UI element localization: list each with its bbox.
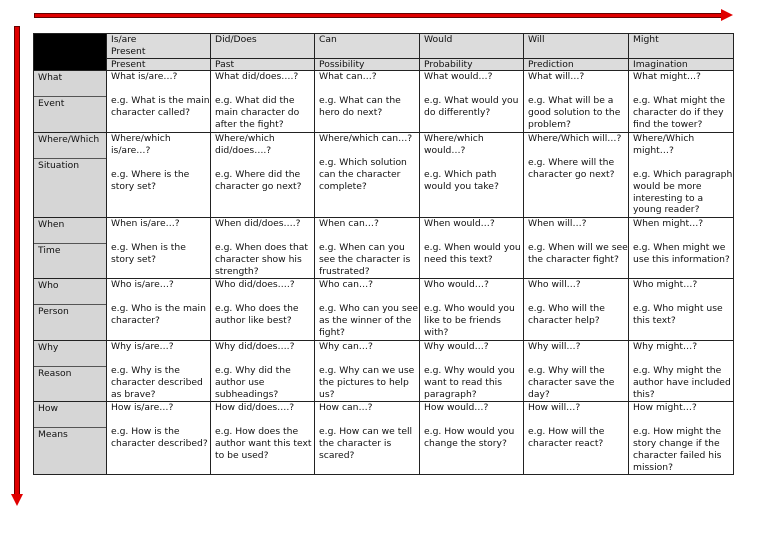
- column-header: [107, 34, 211, 59]
- row-header-label: How: [34, 402, 106, 428]
- column-header-label: Might: [633, 34, 659, 45]
- question-stem: Who would…?: [424, 279, 489, 291]
- question-stem: Why will…?: [528, 341, 581, 353]
- row-header-sublabel: Situation: [38, 160, 80, 172]
- example-question: e.g. When will we see the character fight?: [528, 242, 628, 265]
- column-header: [524, 34, 629, 59]
- example-question: e.g. Which paragraph would be more interesting to a young reader?: [633, 168, 733, 216]
- table-cell: [420, 133, 524, 218]
- question-stem: How can…?: [319, 402, 373, 414]
- question-stem: When can…?: [319, 218, 379, 230]
- example-question: e.g. How might the story change if the character failed his mission?: [633, 426, 722, 473]
- example-question: e.g. Why is the character described as brave?: [111, 365, 203, 400]
- table-cell: [524, 279, 629, 341]
- example-question: e.g. Which path would you take?: [424, 168, 499, 192]
- example-question: e.g. How would you change the story?: [424, 426, 515, 449]
- row-header-sublabel: Time: [38, 245, 61, 257]
- table-cell: [629, 341, 734, 402]
- question-stem: How is/are…?: [111, 402, 174, 414]
- question-stem: Who can…?: [319, 279, 374, 291]
- table-cell: [629, 218, 734, 279]
- row-header-sublabel: Means: [38, 429, 68, 441]
- table-cell: [211, 133, 315, 218]
- example-question: e.g. When is the story set?: [111, 242, 186, 265]
- table-cell: [420, 71, 524, 133]
- column-header-label: Did/Does: [215, 34, 257, 45]
- table-cell: [107, 133, 211, 218]
- table-cell: [629, 133, 734, 218]
- question-stem: Who will…?: [528, 279, 581, 291]
- table-cell: [315, 71, 420, 133]
- question-stem: When is/are…?: [111, 218, 180, 230]
- table-cell: [315, 218, 420, 279]
- row-header-label: When: [34, 218, 106, 244]
- question-stem: Who might…?: [633, 279, 698, 291]
- question-stem: Why would…?: [424, 341, 489, 353]
- question-stem: What can…?: [319, 71, 377, 83]
- table-cell: [211, 341, 315, 402]
- row-header: [34, 133, 107, 218]
- row-header-label: What: [34, 71, 106, 97]
- column-subheader: Possibility: [315, 58, 420, 71]
- question-stem: Why did/does….?: [215, 341, 295, 353]
- question-stem: Why can…?: [319, 341, 373, 353]
- header-row: [34, 34, 734, 59]
- example-question: e.g. How will the character react?: [528, 426, 605, 449]
- table-cell: [629, 402, 734, 475]
- example-question: e.g. Who might use this text?: [633, 303, 723, 326]
- table-cell: [629, 279, 734, 341]
- row-header-label: Where/Which: [34, 133, 106, 159]
- question-stem: When would…?: [424, 218, 495, 230]
- row-header: [34, 71, 107, 133]
- example-question: e.g. What would you do differently?: [424, 95, 519, 118]
- column-subheader: Probability: [420, 58, 524, 71]
- question-stem: Where/which can…?: [319, 133, 413, 145]
- question-stem: What would…?: [424, 71, 493, 83]
- question-stem: What is/are…?: [111, 71, 178, 83]
- row-header-sublabel: Person: [38, 306, 69, 318]
- question-stem: Why might…?: [633, 341, 698, 353]
- example-question: e.g. What did the main character do after the fight?: [215, 95, 300, 130]
- example-question: e.g. When might we use this information?: [633, 242, 730, 265]
- table-cell: [315, 341, 420, 402]
- example-question: e.g. How can we tell the character is scared?: [319, 426, 413, 461]
- example-question: e.g. Who would you like to be friends with?: [424, 303, 515, 338]
- table-row: [34, 279, 734, 341]
- table-cell: [524, 218, 629, 279]
- question-stem: What did/does….?: [215, 71, 299, 83]
- column-subheader: Present: [107, 58, 211, 71]
- column-header: [211, 34, 315, 59]
- table-cell: [524, 133, 629, 218]
- question-stem: When did/does….?: [215, 218, 301, 230]
- row-header-label: Why: [34, 341, 106, 367]
- horizontal-arrow: [34, 13, 724, 18]
- column-header: [315, 34, 420, 59]
- example-question: e.g. How is the character described?: [111, 426, 208, 449]
- question-stem: How would…?: [424, 402, 489, 414]
- column-subheader: Imagination: [629, 58, 734, 71]
- table-cell: [107, 218, 211, 279]
- table-cell: [315, 279, 420, 341]
- table-cell: [315, 133, 420, 218]
- arrow-right-icon: [721, 9, 733, 21]
- row-header-label: Who: [34, 279, 106, 305]
- table-row: [34, 402, 734, 475]
- column-header: [420, 34, 524, 59]
- table-cell: [107, 71, 211, 133]
- question-stem: Why is/are…?: [111, 341, 174, 353]
- table-cell: [524, 71, 629, 133]
- table-cell: [420, 341, 524, 402]
- corner-cell: [34, 34, 107, 71]
- table-row: [34, 133, 734, 218]
- question-stem: How did/does….?: [215, 402, 295, 414]
- table-cell: [629, 71, 734, 133]
- example-question: e.g. When does that character show his strength?: [215, 242, 309, 277]
- table-cell: [211, 402, 315, 475]
- question-stem: When might…?: [633, 218, 704, 230]
- row-header: [34, 279, 107, 341]
- question-stem: What might…?: [633, 71, 701, 83]
- column-header-label-2: Present: [111, 45, 146, 57]
- table-cell: [107, 279, 211, 341]
- question-stem: How might…?: [633, 402, 697, 414]
- row-header-sublabel: Event: [38, 98, 65, 110]
- question-stem: How will…?: [528, 402, 581, 414]
- example-question: e.g. Who can you see as the winner of the fight?: [319, 303, 419, 338]
- example-question: e.g. What is the main character called?: [111, 95, 210, 118]
- question-stem: Where/which did/does….?: [215, 133, 275, 157]
- column-subheader: Past: [211, 58, 315, 71]
- question-stem: Where/which would…?: [424, 133, 484, 157]
- table-cell: [211, 218, 315, 279]
- table-cell: [524, 341, 629, 402]
- table-cell: [211, 71, 315, 133]
- example-question: e.g. What will be a good solution to the problem?: [528, 95, 621, 130]
- column-header-label: Would: [424, 34, 453, 45]
- table-cell: [420, 279, 524, 341]
- question-stem: Where/Which might…?: [633, 133, 695, 157]
- vertical-arrow: [14, 26, 20, 496]
- question-stem: Who is/are…?: [111, 279, 174, 291]
- example-question: e.g. When would you need this text?: [424, 242, 521, 265]
- column-subheader: Prediction: [524, 58, 629, 71]
- example-question: e.g. Why might the author have included this?: [633, 365, 731, 400]
- table-cell: [420, 218, 524, 279]
- example-question: e.g. Why will the character save the day?: [528, 365, 615, 400]
- example-question: e.g. Why would you want to read this paragraph?: [424, 365, 515, 400]
- row-header: [34, 341, 107, 402]
- example-question: e.g. What might the character do if they find the tower?: [633, 95, 726, 130]
- example-question: e.g. Who does the author like best?: [215, 303, 299, 326]
- question-stem: When will…?: [528, 218, 587, 230]
- example-question: e.g. Which solution can the character complete?: [319, 157, 407, 192]
- question-stem: Where/which is/are…?: [111, 133, 171, 157]
- table-row: [34, 71, 734, 133]
- example-question: e.g. Who is the main character?: [111, 303, 206, 326]
- column-header-label: Is/are: [111, 34, 137, 45]
- table-cell: [315, 402, 420, 475]
- column-header-label: Will: [528, 34, 545, 45]
- table-cell: [211, 279, 315, 341]
- column-header-label: Can: [319, 34, 337, 45]
- example-question: e.g. Where did the character go next?: [215, 168, 302, 192]
- question-stem: Who did/does….?: [215, 279, 295, 291]
- example-question: e.g. Where is the story set?: [111, 168, 190, 192]
- row-header-sublabel: Reason: [38, 368, 72, 380]
- example-question: e.g. Why can we use the pictures to help us?: [319, 365, 415, 400]
- question-stem: What will…?: [528, 71, 585, 83]
- table-row: [34, 341, 734, 402]
- column-header: [629, 34, 734, 59]
- table-cell: [107, 402, 211, 475]
- row-header: [34, 402, 107, 475]
- question-stem: Where/Which will…?: [528, 133, 622, 145]
- example-question: e.g. Who will the character help?: [528, 303, 605, 326]
- example-question: e.g. How does the author want this text to be used?: [215, 426, 312, 461]
- table-row: [34, 218, 734, 279]
- table-cell: [107, 341, 211, 402]
- table-cell: [524, 402, 629, 475]
- table-cell: [420, 402, 524, 475]
- example-question: e.g. Why did the author use subheadings?: [215, 365, 291, 400]
- row-header: [34, 218, 107, 279]
- subheader-row: [34, 58, 734, 71]
- example-question: e.g. When can you see the character is frustrated?: [319, 242, 411, 277]
- example-question: e.g. Where will the character go next?: [528, 157, 615, 180]
- question-matrix: [33, 33, 734, 475]
- arrow-down-icon: [11, 494, 23, 506]
- example-question: e.g. What can the hero do next?: [319, 95, 401, 118]
